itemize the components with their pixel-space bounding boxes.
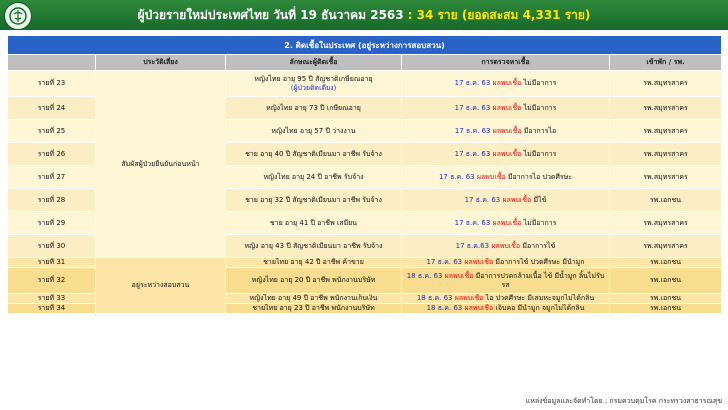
profile-text: หญิงไทย อายุ 57 ปี ว่างงาน: [271, 126, 356, 135]
test-date: 17 ธ.ค.63: [455, 241, 490, 250]
column-header: การตรวจหาเชื้อ: [402, 55, 610, 71]
risk-group: อยู่ระหว่างสอบสวน: [96, 258, 226, 314]
case-number: รายที่ 25: [8, 120, 96, 143]
risk-group: สัมผัสผู้ป่วยยืนยันก่อนหน้า: [96, 71, 226, 258]
hospital: รพ.เอกชน: [610, 268, 722, 294]
patient-profile: [226, 143, 402, 166]
symptom-text: มีอาการไข้ ปวดศีรษะ มีน้ำมูก: [495, 258, 585, 266]
hospital: รพ.สมุทรสาคร: [610, 143, 722, 166]
positive-label: ผลพบเชื้อ: [502, 195, 532, 204]
positive-label: ผลพบเชื้อ: [492, 103, 522, 112]
patient-profile: [226, 304, 402, 314]
column-header: ประวัติเสี่ยง: [96, 55, 226, 71]
case-number: รายที่ 23: [8, 71, 96, 97]
test-result: [402, 268, 610, 294]
test-result: [402, 294, 610, 304]
positive-label: ผลพบเชื้อ: [492, 218, 522, 227]
profile-text: ชายไทย อายุ 42 ปี อาชีพ ค้าขาย: [263, 258, 364, 266]
symptom-text: ไม่มีอาการ: [523, 149, 557, 158]
profile-note: (ผู้ป่วยติดเตียง): [290, 83, 337, 92]
test-date: 18 ธ.ค. 63: [406, 271, 443, 280]
hospital: รพ.สมุทรสาคร: [610, 166, 722, 189]
positive-label: ผลพบเชื้อ: [464, 304, 494, 312]
profile-text: หญิงไทย อายุ 49 ปี อาชีพ พนักงานเก็บเงิน: [249, 294, 378, 302]
profile-text: ชาย อายุ 41 ปี อาชีพ เสมียน: [269, 218, 358, 227]
test-date: 18 ธ.ค. 63: [416, 294, 453, 302]
patient-profile: [226, 189, 402, 212]
hospital: รพ.เอกชน: [610, 189, 722, 212]
hospital: รพ.เอกชน: [610, 294, 722, 304]
symptom-text: มีอาการไข้: [522, 241, 556, 250]
table-header-row: [8, 55, 722, 71]
positive-label: ผลพบเชื้อ: [444, 271, 474, 280]
patient-profile: [226, 120, 402, 143]
test-result: [402, 71, 610, 97]
test-date: 17 ธ.ค. 63: [454, 218, 491, 227]
profile-text: ชายไทย อายุ 23 ปี อาชีพ พนักงานบริษัท: [252, 304, 375, 312]
column-header: [8, 55, 96, 71]
hospital: รพ.เอกชน: [610, 304, 722, 314]
source-footer: แหล่งข้อมูลและจัดทำโดย : กรมควบคุมโรค กระทรวงสาธารณสุข: [525, 397, 722, 405]
case-number: รายที่ 24: [8, 97, 96, 120]
hospital: รพ.สมุทรสาคร: [610, 212, 722, 235]
case-number: รายที่ 29: [8, 212, 96, 235]
symptom-text: ไอ ปวดศีรษะ มีเสมหะจมูกไม่ได้กลิ่น: [485, 294, 595, 302]
hospital: รพ.สมุทรสาคร: [610, 97, 722, 120]
test-date: 17 ธ.ค. 63: [438, 172, 475, 181]
positive-label: ผลพบเชื้อ: [491, 241, 521, 250]
profile-text: หญิง อายุ 43 ปี สัญชาติเมียนมา อาชีพ รับจ้าง: [244, 241, 383, 250]
patient-profile: [226, 97, 402, 120]
hospital: รพ.สมุทรสาคร: [610, 120, 722, 143]
positive-label: ผลพบเชื้อ: [492, 149, 522, 158]
case-number: รายที่ 33: [8, 294, 96, 304]
case-number: รายที่ 32: [8, 268, 96, 294]
test-result: [402, 235, 610, 258]
symptom-text: เจ็บคอ มีน้ำมูก จมูกไม่ได้กลิ่น: [495, 304, 585, 312]
table-row: [8, 71, 722, 97]
positive-label: ผลพบเชื้อ: [492, 79, 522, 87]
test-date: 17 ธ.ค. 63: [426, 258, 463, 266]
test-result: [402, 212, 610, 235]
symptom-text: มีไข้: [533, 195, 547, 204]
positive-label: ผลพบเชื้อ: [476, 172, 506, 181]
test-result: [402, 189, 610, 212]
hospital: รพ.สมุทรสาคร: [610, 71, 722, 97]
table-row: [8, 258, 722, 268]
symptom-text: ไม่มีอาการ: [523, 103, 557, 112]
case-count-highlight: : 34 ราย (ยอดสะสม 4,331 ราย): [407, 7, 591, 22]
patient-profile: [226, 258, 402, 268]
hospital: รพ.เอกชน: [610, 258, 722, 268]
hospital: รพ.สมุทรสาคร: [610, 235, 722, 258]
patient-profile: [226, 235, 402, 258]
test-result: [402, 166, 610, 189]
test-date: 17 ธ.ค. 63: [454, 149, 491, 158]
positive-label: ผลพบเชื้อ: [454, 294, 484, 302]
profile-text: หญิงไทย อายุ 20 ปี อาชีพ พนักงานบริษัท: [251, 276, 376, 284]
page-title: [0, 0, 728, 30]
top-banner: [0, 0, 728, 30]
case-number: รายที่ 27: [8, 166, 96, 189]
positive-label: ผลพบเชื้อ: [464, 258, 494, 266]
symptom-text: มีอาการปวดกล้ามเนื้อ ไข้ มีน้ำมูก ลิ้นไม่รับรส: [475, 271, 605, 289]
case-number: รายที่ 34: [8, 304, 96, 314]
test-date: 17 ธ.ค. 63: [454, 79, 491, 87]
case-number: รายที่ 31: [8, 258, 96, 268]
test-result: [402, 120, 610, 143]
symptom-text: มีอาการไอ ปวดศีรษะ: [507, 172, 573, 181]
test-result: [402, 258, 610, 268]
test-result: [402, 304, 610, 314]
profile-text: ชาย อายุ 40 ปี สัญชาติเมียนมา อาชีพ รับจ้าง: [245, 149, 382, 158]
test-date: 18 ธ.ค. 63: [426, 304, 463, 312]
section-title: 2. ติดเชื้อในประเทศ (อยู่ระหว่างการสอบสวน): [8, 36, 722, 55]
test-result: [402, 143, 610, 166]
patient-profile: [226, 294, 402, 304]
patient-profile: [226, 268, 402, 294]
symptom-text: ไม่มีอาการ: [523, 79, 557, 87]
test-date: 17 ธ.ค. 63: [454, 103, 491, 112]
title-text: ผู้ป่วยรายใหม่ประเทศไทย วันที่ 19 ธันวาคม 2563: [137, 7, 404, 22]
profile-text: ชาย อายุ 32 ปี สัญชาติเมียนมา อาชีพ รับจ้าง: [245, 195, 382, 204]
test-result: [402, 97, 610, 120]
case-number: รายที่ 30: [8, 235, 96, 258]
patient-profile: [226, 166, 402, 189]
case-number: รายที่ 28: [8, 189, 96, 212]
column-header: ลักษณะผู้ติดเชื้อ: [226, 55, 402, 71]
column-header: เข้าพัก / รพ.: [610, 55, 722, 71]
case-number: รายที่ 26: [8, 143, 96, 166]
positive-label: ผลพบเชื้อ: [492, 126, 522, 135]
profile-text: หญิงไทย อายุ 95 ปี สัญชาติเกษียณอายุ: [254, 74, 373, 83]
test-date: 17 ธ.ค. 63: [464, 195, 501, 204]
cases-table: [7, 35, 722, 314]
profile-text: หญิงไทย อายุ 73 ปี เกษียณอายุ: [266, 103, 361, 112]
patient-profile: [226, 71, 402, 97]
test-date: 17 ธ.ค. 63: [454, 126, 491, 135]
patient-profile: [226, 212, 402, 235]
symptom-text: มีอาการไอ: [523, 126, 557, 135]
symptom-text: ไม่มีอาการ: [523, 218, 557, 227]
section-banner: [8, 36, 722, 55]
profile-text: หญิงไทย อายุ 24 ปี อาชีพ รับจ้าง: [263, 172, 364, 181]
